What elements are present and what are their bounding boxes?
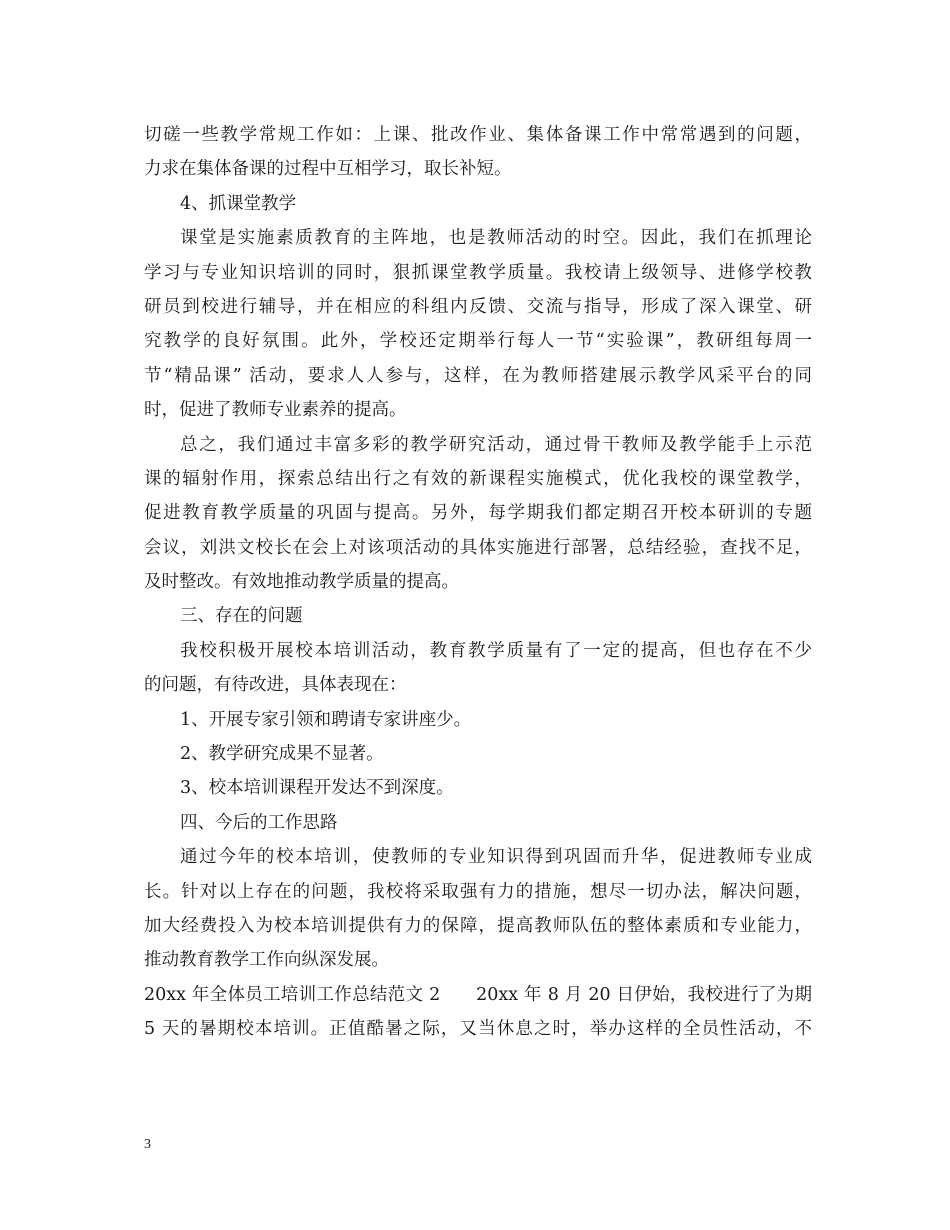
list-item: 1、开展专家引领和聘请专家讲座少。	[180, 709, 472, 730]
paragraph-start: 课堂是实施素质教育的主阵地，也是教师活动的时空。因此，我们在抓理论	[180, 228, 812, 249]
page-number: 3	[144, 1137, 151, 1152]
section-heading: 四、今后的工作思路	[180, 812, 338, 833]
text-line: 节“精品课” 活动，要求人人参与，这样，在为教师搭建展示教学风采平台的同	[144, 365, 812, 386]
list-item: 2、教学研究成果不显著。	[180, 744, 384, 765]
text-line: 研员到校进行辅导，并在相应的科组内反馈、交流与指导，形成了深入课堂、研	[144, 296, 812, 317]
text-line: 促进教育教学质量的巩固与提高。另外，每学期我们都定期召开校本研训的专题	[144, 503, 812, 524]
text-line: 切磋一些教学常规工作如：上课、批改作业、集体备课工作中常常遇到的问题，	[144, 125, 812, 145]
text-line: 长。针对以上存在的问题，我校将采取强有力的措施，想尽一切办法，解决问题，	[144, 881, 812, 902]
text-line: 及时整改。有效地推动教学质量的提高。	[144, 572, 459, 593]
text-line: 学习与专业知识培训的同时，狠抓课堂教学质量。我校请上级领导、进修学校教	[144, 262, 812, 283]
text-line: 5 天的暑期校本培训。正值酷暑之际，又当休息之时，举办这样的全员性活动，不	[144, 1019, 812, 1040]
text-line: 时，促进了教师专业素养的提高。	[144, 400, 407, 421]
document-body	[144, 118, 812, 1047]
paragraph-start: 通过今年的校本培训，使教师的专业知识得到巩固而升华，促进教师专业成	[180, 847, 812, 868]
paragraph-start: 我校积极开展校本培训活动，教育教学质量有了一定的提高，但也存在不少	[180, 640, 812, 661]
section-heading: 4、抓课堂教学	[180, 193, 297, 214]
text-line: 加大经费投入为校本培训提供有力的保障，提高教师队伍的整体素质和专业能力，	[144, 915, 812, 936]
text-line: 会议，刘洪文校长在会上对该项活动的具体实施进行部署，总结经验，查找不足，	[144, 537, 812, 558]
list-item: 3、校本培训课程开发达不到深度。	[180, 778, 454, 799]
text-line: 的问题，有待改进，具体表现在：	[144, 675, 407, 696]
text-line: 究教学的良好氛围。此外，学校还定期举行每人一节“实验课”，教研组每周一	[144, 331, 812, 352]
text-line: 推动教育教学工作向纵深发展。	[144, 950, 389, 971]
text-line: 20xx 年全体员工培训工作总结范文 2 20xx 年 8 月 20 日伊始，我校进行了为期	[144, 984, 812, 1005]
text-line: 力求在集体备课的过程中互相学习，取长补短。	[144, 159, 512, 180]
section-heading: 三、存在的问题	[180, 606, 303, 627]
paragraph-start: 总之，我们通过丰富多彩的教学研究活动，通过骨干教师及教学能手上示范	[180, 434, 812, 455]
text-line: 课的辐射作用，探索总结出行之有效的新课程实施模式，优化我校的课堂教学，	[144, 468, 812, 489]
